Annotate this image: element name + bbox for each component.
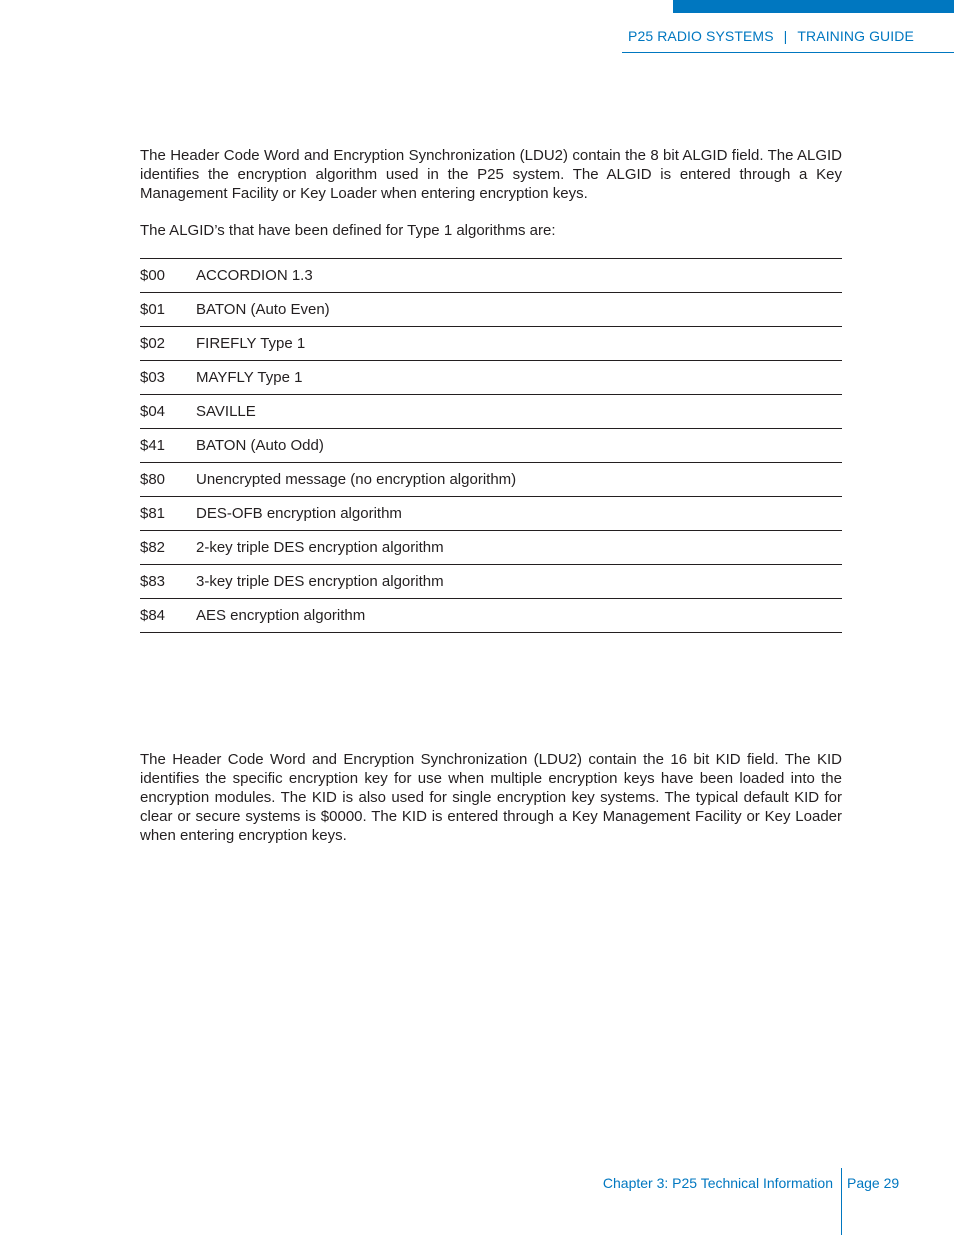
algid-name: AES encryption algorithm — [196, 607, 366, 624]
header-rule — [622, 52, 954, 53]
table-row — [140, 497, 842, 531]
footer-chapter-title: Chapter 3: P25 Technical Information — [602, 1175, 833, 1191]
algid-code: $03 — [140, 369, 166, 386]
kid-intro-paragraph: The Header Code Word and Encryption Synchronization (LDU2) contain the 16 bit KID field. The KID identifies the specific encryption key for use when multiple encryption keys have been loaded into the encryption modules. The KID is also used for single encryption key systems. The typical default KID for clear or secure systems is $0000. The KID is entered through a Key Management Facility or Key Loader when entering encryption keys. — [140, 751, 842, 844]
table-row — [140, 259, 842, 293]
table-row — [140, 327, 842, 361]
algid-intro-paragraph: The Header Code Word and Encryption Synchronization (LDU2) contain the 8 bit ALGID field. The ALGID identifies the encryption algorithm used in the P25 system. The ALGID is entered through a Key Management Facility or Key Loader when entering encryption keys. — [140, 147, 842, 202]
algid-list-intro-paragraph: The ALGID’s that have been defined for Type 1 algorithms are: — [140, 222, 556, 239]
algid-name: 3-key triple DES encryption algorithm — [196, 573, 444, 590]
table-row — [140, 599, 842, 633]
algid-name: FIREFLY Type 1 — [196, 335, 306, 352]
table-row — [140, 565, 842, 599]
table-row — [140, 361, 842, 395]
algid-name: 2-key triple DES encryption algorithm — [196, 539, 444, 556]
table-row — [140, 429, 842, 463]
algid-code: $82 — [140, 539, 166, 556]
table-row — [140, 531, 842, 565]
algid-name: Unencrypted message (no encryption algorithm) — [196, 471, 517, 488]
algid-code: $80 — [140, 471, 166, 488]
header-accent-bar — [673, 0, 954, 13]
table-row — [140, 293, 842, 327]
header-separator: | — [783, 28, 788, 44]
header-subtitle: TRAINING GUIDE — [797, 28, 914, 44]
algid-code: $84 — [140, 607, 166, 624]
algid-code: $04 — [140, 403, 166, 420]
table-row — [140, 463, 842, 497]
algid-name: BATON (Auto Odd) — [196, 437, 324, 454]
algid-name: MAYFLY Type 1 — [196, 369, 303, 386]
footer-divider — [841, 1168, 842, 1235]
algid-code: $81 — [140, 505, 166, 522]
running-header — [628, 28, 914, 44]
table-row — [140, 395, 842, 429]
algid-table — [140, 258, 842, 633]
header-title: P25 RADIO SYSTEMS — [628, 28, 774, 44]
algid-name: BATON (Auto Even) — [196, 301, 330, 318]
algid-code: $41 — [140, 437, 166, 454]
algid-code: $00 — [140, 267, 166, 284]
algid-code: $01 — [140, 301, 166, 318]
footer-page-number: Page 29 — [847, 1175, 900, 1191]
algid-name: DES-OFB encryption algorithm — [196, 505, 402, 522]
algid-name: ACCORDION 1.3 — [196, 267, 313, 284]
algid-code: $83 — [140, 573, 166, 590]
algid-name: SAVILLE — [196, 403, 256, 420]
algid-code: $02 — [140, 335, 166, 352]
